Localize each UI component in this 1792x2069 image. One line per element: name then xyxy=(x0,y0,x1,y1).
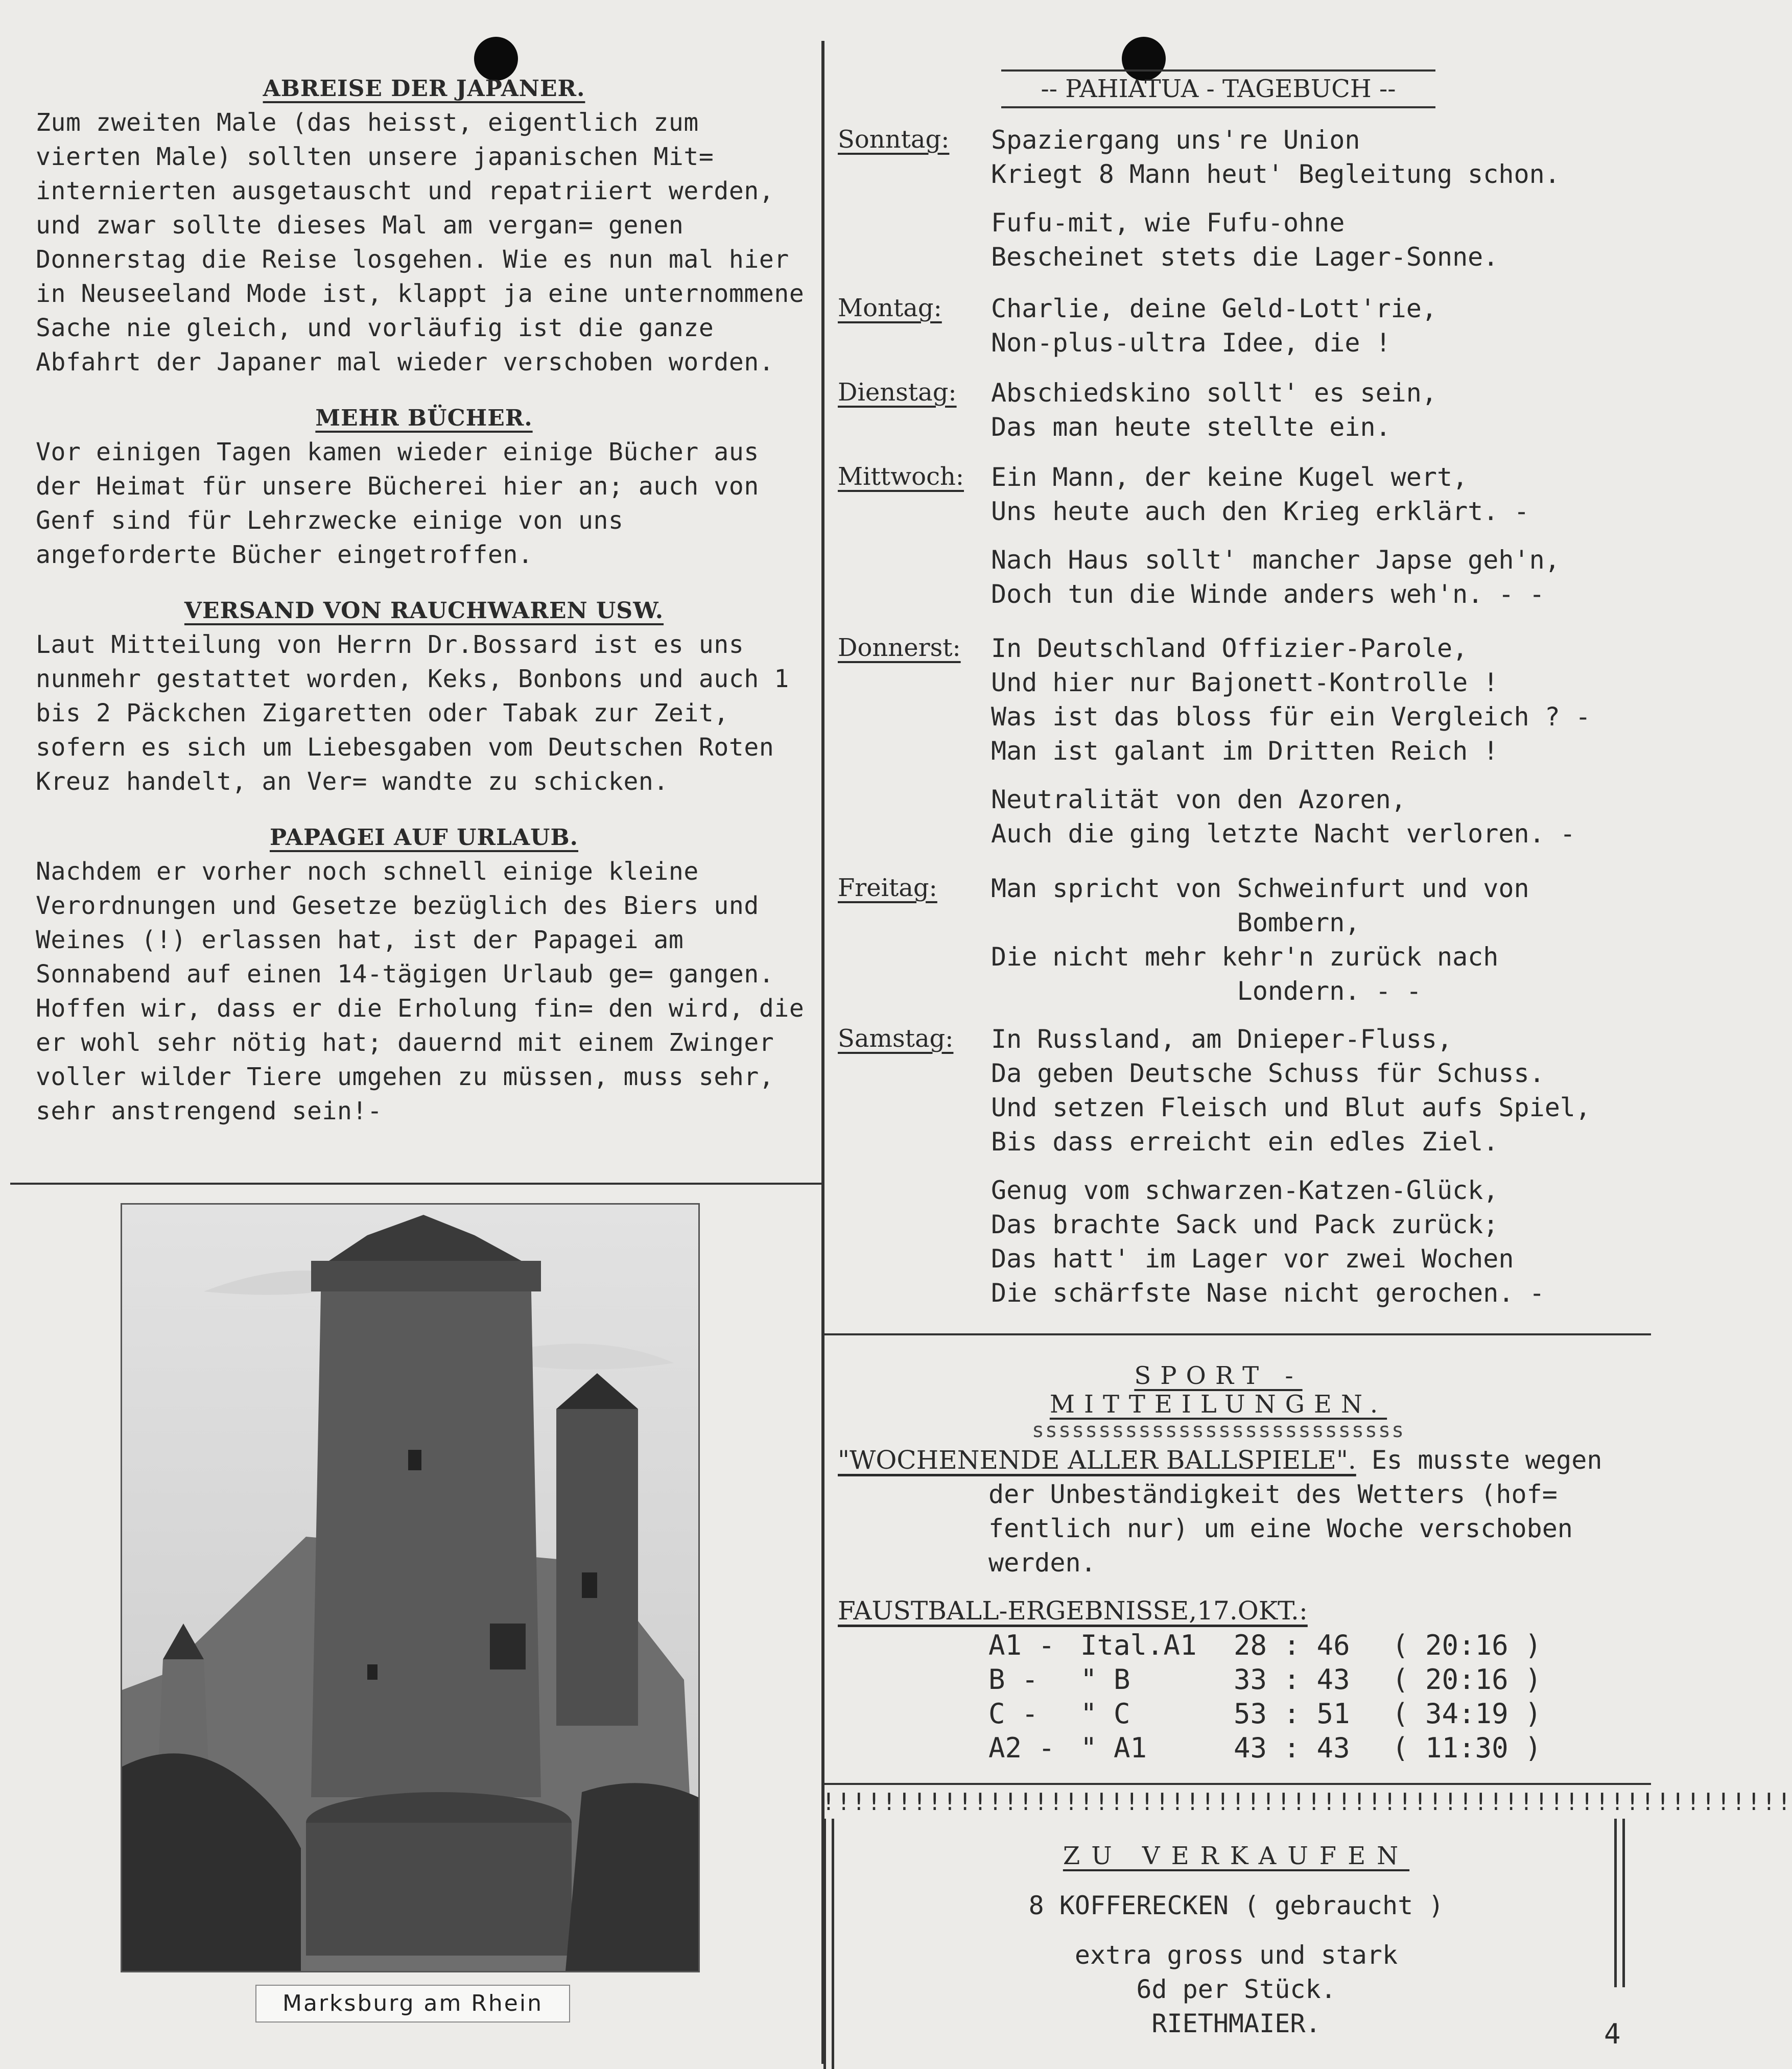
opponent: Ital.A1 xyxy=(1080,1629,1197,1661)
team: A2 - xyxy=(988,1732,1055,1764)
exclamation-border: !!!!!!!!!!!!!!!!!!!!!!!!!!!!!!!!!!!!!!!!!!!!!!!!!!!!!!!!!!!!!!!! xyxy=(821,1788,1792,1816)
result-row xyxy=(988,1662,1545,1697)
team: C - xyxy=(988,1698,1039,1730)
right-divider-1 xyxy=(823,1333,1651,1335)
verse-line: Man ist galant im Dritten Reich ! xyxy=(991,736,1499,766)
score: 33 : 43 xyxy=(1234,1663,1350,1696)
ballspiele-line: Es musste wegen xyxy=(1356,1445,1602,1475)
ballspiele-line: der Unbeständigkeit des Wetters (hof= xyxy=(988,1479,1558,1509)
verse-line: Ein Mann, der keine Kugel wert, xyxy=(991,462,1468,492)
title-rule-bottom xyxy=(1001,106,1435,108)
score: 43 : 43 xyxy=(1234,1732,1350,1764)
verse-line: Das brachte Sack und Pack zurück; xyxy=(991,1210,1499,1239)
score: 53 : 51 xyxy=(1234,1698,1350,1730)
sale-signature: RIETHMAIER. xyxy=(1151,2009,1321,2038)
section-heading-japaner: ABREISE DER JAPANER. xyxy=(263,76,585,102)
day-label: Samstag: xyxy=(838,1024,954,1053)
castle-photo xyxy=(121,1203,700,1972)
verse-line: In Russland, am Dnieper-Fluss, xyxy=(991,1024,1453,1054)
for-sale-notice xyxy=(868,1839,1604,2041)
verse-line: Neutralität von den Azoren, xyxy=(991,785,1406,814)
verse-line: Kriegt 8 Mann heut' Begleitung schon. xyxy=(991,159,1560,189)
section-text-papagei: Nachdem er vorher noch schnell einige kleine Verordnungen und Gesetze bezüglich des Biers und Weines (!) erlassen hat, ist der Papagei am Sonnabend auf einen 14-tägigen Urlaub ge= gangen. Hoffen wir, dass er die Erholung fin= den wird, die er wohl sehr nötig hat; dauernd mit einem Zwinger voller wilder Tiere umgehen zu müssen, muss sehr, sehr anstrengend sein!- xyxy=(36,857,805,1125)
page-number: 4 xyxy=(1604,2018,1621,2050)
section-text-versand: Laut Mitteilung von Herrn Dr.Bossard ist es uns nunmehr gestattet worden, Keks, Bonbons und auch 1 bis 2 Päckchen Zigaretten oder Tabak zur Zeit, sofern es sich um Liebesgaben vom Deutschen Roten Kreuz handelt, an Ver= wandte zu schicken. xyxy=(36,630,789,796)
sale-heading: ZU VERKAUFEN xyxy=(1063,1842,1410,1870)
verse-line: Fufu-mit, wie Fufu-ohne xyxy=(991,208,1345,238)
sale-border-right-inner xyxy=(1622,1819,1625,1987)
team: B - xyxy=(988,1663,1039,1696)
verse-line: Uns heute auch den Krieg erklärt. - xyxy=(991,497,1529,526)
section-heading-papagei: PAPAGEI AUF URLAUB. xyxy=(269,825,579,851)
verse-line: Das man heute stellte ein. xyxy=(991,412,1391,442)
opponent: " A1 xyxy=(1080,1732,1147,1764)
diary-title xyxy=(1001,66,1435,111)
halftime: ( 20:16 ) xyxy=(1392,1663,1542,1696)
opponent: " C xyxy=(1080,1698,1130,1730)
ballspiele-line: werden. xyxy=(988,1548,1096,1578)
faustball-title: FAUSTBALL-ERGEBNISSE,17.OKT.: xyxy=(838,1596,1308,1626)
right-divider-2 xyxy=(823,1783,1651,1785)
verse-line: Non-plus-ultra Idee, die ! xyxy=(991,328,1391,358)
day-label: Mittwoch: xyxy=(838,462,964,491)
ballspiele-title: "WOCHENENDE ALLER BALLSPIELE". xyxy=(838,1445,1356,1475)
verse xyxy=(991,874,1645,1010)
title-rule-top xyxy=(1001,69,1435,72)
verse-line: Man spricht von Schweinfurt und von xyxy=(991,874,1529,903)
verse-line: Doch tun die Winde anders weh'n. - - xyxy=(991,579,1545,609)
verse-line: Auch die ging letzte Nacht verloren. - xyxy=(991,819,1575,849)
verse-line: Bis dass erreicht ein edles Ziel. xyxy=(991,1127,1499,1157)
day-label: Freitag: xyxy=(838,874,937,902)
left-divider xyxy=(10,1183,821,1185)
halftime: ( 34:19 ) xyxy=(1392,1698,1542,1730)
verse xyxy=(991,125,1645,276)
verse-line: Abschiedskino sollt' es sein, xyxy=(991,378,1437,408)
sport-underline: ssssssssssssssssssssssssssss xyxy=(1031,1419,1405,1442)
verse xyxy=(991,294,1645,362)
day-label: Sonntag: xyxy=(838,125,950,154)
verse-line: Bombern, xyxy=(991,908,1360,937)
sale-border-right xyxy=(1614,1819,1617,1987)
ballspiele-notice xyxy=(838,1443,1602,1477)
verse xyxy=(991,462,1645,614)
day-label: Dienstag: xyxy=(838,378,957,407)
sale-line: 6d per Stück. xyxy=(1136,1974,1336,2004)
section-heading-versand: VERSAND VON RAUCHWAREN USW. xyxy=(184,598,664,624)
result-row xyxy=(988,1697,1545,1731)
verse-line: In Deutschland Offizier-Parole, xyxy=(991,633,1468,663)
verse-line: Und hier nur Bajonett-Kontrolle ! xyxy=(991,668,1499,697)
opponent: " B xyxy=(1080,1663,1130,1696)
column-divider xyxy=(821,41,824,2064)
result-row xyxy=(988,1628,1545,1662)
verse-line: Da geben Deutsche Schuss für Schuss. xyxy=(991,1059,1545,1088)
sale-border-left-inner xyxy=(832,1819,834,2069)
section-heading-buecher: MEHR BÜCHER. xyxy=(315,405,533,431)
verse xyxy=(991,633,1645,853)
sale-line: 8 KOFFERECKEN ( gebraucht ) xyxy=(1028,1891,1444,1920)
sport-title: SPORT - MITTEILUNGEN. xyxy=(1049,1361,1387,1419)
verse-line: Bescheinet stets die Lager-Sonne. xyxy=(991,242,1499,272)
verse-line: Genug vom schwarzen-Katzen-Glück, xyxy=(991,1175,1499,1205)
faustball-results xyxy=(988,1628,1545,1765)
sale-border-left xyxy=(823,1819,826,2069)
castle-illustration xyxy=(122,1205,698,1971)
result-row xyxy=(988,1731,1545,1765)
verse-line: Und setzen Fleisch und Blut aufs Spiel, xyxy=(991,1093,1591,1122)
verse-line: Die schärfste Nase nicht gerochen. - xyxy=(991,1278,1545,1308)
section-text-buecher: Vor einigen Tagen kamen wieder einige Bücher aus der Heimat für unsere Bücherei hier an; auch von Genf sind für Lehrzwecke einige von uns angeforderte Bücher eingetroffen. xyxy=(36,438,759,569)
day-label: Donnerst: xyxy=(838,633,961,662)
verse-line: Nach Haus sollt' mancher Japse geh'n, xyxy=(991,545,1560,575)
sport-heading xyxy=(988,1361,1448,1442)
verse-line: Das hatt' im Lager vor zwei Wochen xyxy=(991,1244,1514,1274)
sale-line: extra gross und stark xyxy=(1074,1940,1398,1970)
photo-caption: Marksburg am Rhein xyxy=(255,1985,570,2023)
verse-line: Charlie, deine Geld-Lott'rie, xyxy=(991,294,1437,323)
halftime: ( 20:16 ) xyxy=(1392,1629,1542,1661)
left-column xyxy=(36,72,812,1128)
diary-title-text: -- PAHIATUA - TAGEBUCH -- xyxy=(1041,75,1396,103)
verse xyxy=(991,378,1645,446)
ballspiele-line: fentlich nur) um eine Woche verschoben xyxy=(988,1514,1573,1543)
halftime: ( 11:30 ) xyxy=(1392,1732,1542,1764)
team: A1 - xyxy=(988,1629,1055,1661)
verse-line: Was ist das bloss für ein Vergleich ? - xyxy=(991,702,1591,732)
verse-line: Londern. - - xyxy=(991,976,1422,1006)
section-text-japaner: Zum zweiten Male (das heisst, eigentlich zum vierten Male) sollten unsere japanischen Mit= internierten ausgetauscht und repatriiert werden, und zwar sollte dieses Mal am vergan= genen Donnerstag die Reise losgehen. Wie es nun mal hier in Neuseeland Mode ist, klappt ja eine unternommene Sache nie gleich, und vorläufig ist die ganze Abfahrt der Japaner mal wieder verschoben worden. xyxy=(36,108,805,377)
day-label: Montag: xyxy=(838,294,942,322)
verse-line: Die nicht mehr kehr'n zurück nach xyxy=(991,942,1499,972)
verse xyxy=(991,1024,1645,1312)
verse-line: Spaziergang uns're Union xyxy=(991,125,1360,155)
score: 28 : 46 xyxy=(1234,1629,1350,1661)
